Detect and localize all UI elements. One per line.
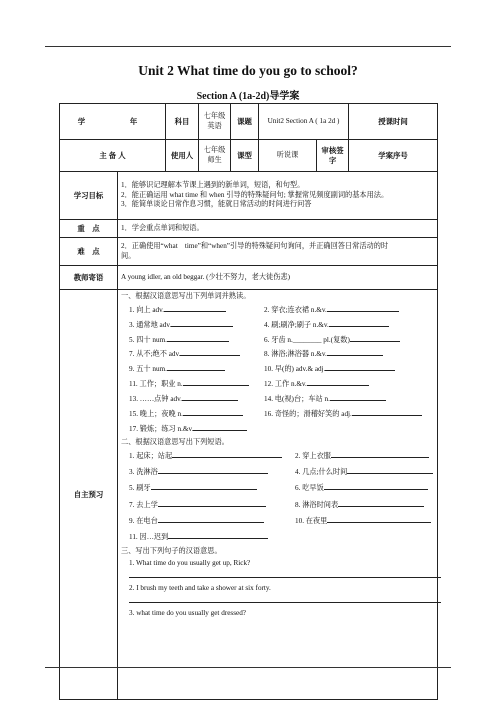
- word-prompt: 5. 四十 num.: [129, 335, 167, 344]
- difficulties-label: 难 点: [60, 238, 118, 266]
- key-points-text: 1．学会重点单词和短语。: [118, 220, 438, 238]
- subject-value: 七年级英语: [199, 104, 231, 140]
- topic-label: 课题: [231, 104, 259, 140]
- study-guide-table: [59, 103, 438, 700]
- word-prompt: 11. 工作；职业 n.: [129, 380, 183, 389]
- page-subtitle: Section A (1a-2d)导学案: [196, 91, 300, 102]
- type-value: 听说课: [259, 140, 317, 172]
- review-label: 审核签字: [317, 140, 349, 172]
- grade-label: 学 年: [60, 104, 166, 140]
- section-3-title: 三、写出下列句子的汉语意思。: [121, 547, 222, 556]
- word-prompt: 14. 电(视)台；车站 n.: [264, 395, 330, 404]
- answer-blank[interactable]: [167, 363, 225, 371]
- word-prompt: 12. 工作 n.&v.: [264, 380, 307, 389]
- answer-blank[interactable]: [193, 423, 247, 431]
- preview-label: 自主预习: [60, 290, 118, 700]
- sentence-prompt: 2. I brush my teeth and take a shower at six forty.: [129, 583, 271, 592]
- teacher-note-label: 教师寄语: [60, 266, 118, 290]
- difficulties-line: 2．正确使用“what time”和“when”引导的特殊疑问句询问，并正确回答日常活动的时: [121, 241, 389, 250]
- word-prompt: 1. 向上 adv.: [129, 305, 165, 314]
- answer-blank[interactable]: [307, 378, 369, 386]
- phrase-row: [129, 450, 434, 462]
- phrase-prompt: 6. 吃早饭: [295, 484, 324, 493]
- word-prompt: 3. 通常地 adv.: [129, 320, 172, 329]
- answer-blank[interactable]: [324, 482, 428, 490]
- phrase-row: [129, 466, 434, 478]
- answer-blank[interactable]: [182, 393, 238, 401]
- answer-blank[interactable]: [151, 482, 257, 490]
- sentence-prompt: 3. what time do you usually get dressed?: [129, 608, 246, 617]
- word-prompt: 2. 穿衣;连衣裙 n.&v.: [264, 305, 327, 314]
- word-prompt: 13. ……点钟 adv.: [129, 395, 183, 404]
- answer-blank[interactable]: [168, 531, 268, 539]
- subject-label: 科目: [166, 104, 199, 140]
- number-label: 学案序号: [349, 140, 438, 172]
- word-prompt: 17. 锻炼；练习 n.&v.: [129, 424, 194, 433]
- preparer-label: 主 备 人: [60, 140, 166, 172]
- word-row: [129, 378, 434, 390]
- page-title: Unit 2 What time do you go to school?: [138, 63, 358, 78]
- phrase-list: [121, 450, 434, 543]
- goal-item: 3．能简单谈论日常作息习惯，能就日常活动的时间进行问答: [121, 200, 312, 209]
- goal-item: 2．能正确运用 what time 和 when 引导的特殊疑问句; 掌握常见频度副词的基本用法。: [121, 190, 389, 199]
- word-row: [129, 304, 434, 316]
- answer-blank[interactable]: [327, 515, 431, 523]
- time-label: 授课时间: [349, 104, 438, 140]
- word-row: [129, 408, 434, 420]
- answer-blank[interactable]: [171, 319, 233, 327]
- answer-line[interactable]: [129, 571, 441, 578]
- phrase-prompt: 3. 洗淋浴: [129, 467, 158, 476]
- answer-blank[interactable]: [183, 378, 249, 386]
- word-prompt: 8. 淋浴;淋浴器 n.&v.: [264, 350, 327, 359]
- answer-blank[interactable]: [158, 515, 264, 523]
- word-prompt: 15. 晚上；夜晚 n.: [129, 410, 183, 419]
- word-row: [129, 423, 434, 435]
- section-2-title: 二、根据汉语意思写出下列短语。: [121, 437, 229, 446]
- user-value: 七年级师生: [199, 140, 231, 172]
- word-row: [129, 348, 434, 360]
- section-1-title: 一、根据汉语意思写出下列单词并熟读。: [121, 292, 251, 300]
- answer-blank[interactable]: [330, 393, 386, 401]
- phrase-prompt: 5. 刷牙: [129, 484, 151, 493]
- answer-blank[interactable]: [172, 450, 282, 458]
- word-prompt: 9. 五十 num.: [129, 365, 167, 374]
- word-prompt: 16. 奇怪的；滑稽好笑的 adj.: [264, 410, 352, 419]
- word-prompt: 6. 牙齿 n.________ pl.(复数): [264, 335, 350, 344]
- answer-blank[interactable]: [167, 334, 229, 342]
- topic-value: Unit2 Section A ( 1a 2d ): [259, 104, 349, 140]
- answer-blank[interactable]: [164, 304, 226, 312]
- top-rule: [45, 46, 451, 47]
- bottom-rule: [45, 667, 451, 668]
- answer-blank[interactable]: [180, 348, 240, 356]
- answer-line[interactable]: [129, 596, 441, 603]
- difficulties-content: [118, 238, 438, 266]
- word-row: [129, 334, 434, 346]
- phrase-prompt: 1. 起床；站起: [129, 451, 173, 460]
- answer-blank[interactable]: [347, 466, 433, 474]
- sentence-list: [121, 559, 434, 618]
- phrase-row: [129, 499, 434, 511]
- answer-blank[interactable]: [158, 466, 268, 474]
- goals-label: 学习目标: [60, 172, 118, 220]
- word-prompt: 4. 刷;刷净;刷子 n.&v.: [264, 320, 329, 329]
- word-list: [121, 304, 434, 435]
- answer-blank[interactable]: [327, 348, 383, 356]
- answer-blank[interactable]: [183, 408, 243, 416]
- word-prompt: 10. 早(的) adv.& adj.: [264, 365, 326, 374]
- type-label: 课型: [231, 140, 259, 172]
- phrase-prompt: 4. 几点;什么时间: [295, 467, 348, 476]
- phrase-row: [129, 515, 434, 527]
- answer-blank[interactable]: [329, 319, 389, 327]
- phrase-row: [129, 531, 434, 543]
- phrase-prompt: 2. 穿上衣服: [295, 451, 331, 460]
- goal-item: 1．能够识记理解本节课上遇到的新单词，短语，和句型。: [121, 180, 305, 189]
- phrase-prompt: 11. 因…迟到: [129, 533, 169, 542]
- answer-blank[interactable]: [352, 408, 422, 416]
- user-label: 使用人: [166, 140, 199, 172]
- answer-blank[interactable]: [331, 450, 429, 458]
- phrase-prompt: 10. 在夜里: [295, 516, 328, 525]
- phrase-prompt: 9. 在电台: [129, 516, 158, 525]
- phrase-row: [129, 482, 434, 494]
- goals-content: [118, 172, 438, 220]
- answer-blank[interactable]: [327, 304, 399, 312]
- answer-blank[interactable]: [158, 499, 266, 507]
- word-row: [129, 319, 434, 331]
- phrase-prompt: 8. 淋浴时间表: [295, 500, 339, 509]
- preview-content: [118, 290, 438, 700]
- word-row: [129, 363, 434, 375]
- word-row: [129, 393, 434, 405]
- answer-blank[interactable]: [325, 363, 395, 371]
- key-points-label: 重 点: [60, 220, 118, 238]
- sentence-prompt: 1. What time do you usually get up, Rick?: [129, 559, 251, 568]
- teacher-note-text: A young idler, an old beggar. (少壮不努力，老大徒伤悲): [118, 266, 438, 290]
- answer-blank[interactable]: [350, 334, 400, 342]
- phrase-prompt: 7. 去上学: [129, 500, 158, 509]
- word-prompt: 7. 从不;绝不 adv.: [129, 350, 181, 359]
- difficulties-line: 间。: [121, 251, 136, 260]
- answer-blank[interactable]: [338, 499, 424, 507]
